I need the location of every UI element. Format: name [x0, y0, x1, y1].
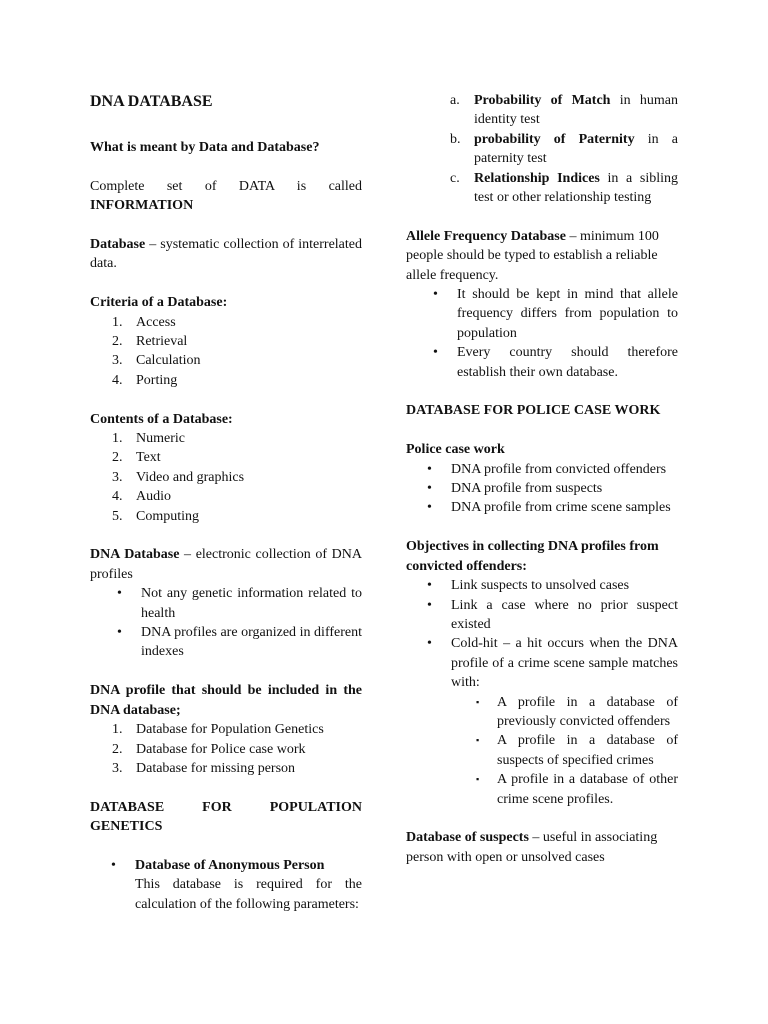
list-item: c. Relationship Indices in a sibling test or other relationship testing: [450, 170, 678, 206]
list-item: 4. Porting: [112, 372, 178, 388]
list-item: 2. Text: [112, 450, 161, 466]
list-item: • Link a case where no prior suspect existed: [427, 597, 678, 632]
list-item: • It should be kept in mind that allele frequency differs from population to population: [433, 287, 678, 341]
suspects-definition: Database of suspects – useful in associating person with open or unsolved cases: [406, 830, 658, 865]
list-item: • Database of Anonymous Person: [111, 857, 325, 873]
list-item: ▪ A profile in a database of suspects of specified crimes: [476, 733, 678, 768]
list-item: • Cold-hit – a hit occurs when the DNA profile of a crime scene sample matches with:: [427, 636, 678, 691]
dna-database-definition: DNA Database – electronic collection of DNA profiles: [90, 547, 362, 582]
list-item: ▪ A profile in a database of previously convicted offenders: [476, 694, 678, 729]
list-item: 1. Database for Population Genetics: [112, 722, 324, 738]
criteria-heading: Criteria of a Database:: [90, 295, 228, 311]
list-item: • DNA profile from suspects: [427, 481, 603, 497]
dna-database-bullets: [90, 584, 362, 662]
contents-list: [90, 429, 362, 526]
list-item: • DNA profiles are organized in different indexes: [117, 625, 362, 660]
list-item: • Not any genetic information related to health: [117, 586, 362, 621]
information-line: Complete set of DATA is called: [90, 178, 362, 194]
anonymous-description: This database is required for the calculation of the following parameters:: [135, 877, 362, 912]
police-bullets: [406, 460, 678, 518]
list-item: • DNA profile from crime scene samples: [427, 500, 671, 516]
allele-frequency-definition: Allele Frequency Database – minimum 100 people should be typed to establish a reliable allele frequency.: [406, 228, 659, 283]
information-term: INFORMATION: [90, 198, 194, 214]
list-item: ▪ A profile in a database of other crime scene profiles.: [476, 772, 678, 807]
parameters-list: [406, 91, 678, 207]
anonymous-section: [90, 856, 362, 875]
question-heading: What is meant by Data and Database?: [90, 140, 320, 155]
population-genetics-heading: DATABASE FOR POPULATION: [90, 799, 362, 815]
list-item: 2. Database for Police case work: [112, 741, 306, 757]
list-item: • Every country should therefore establish their own database.: [433, 345, 678, 380]
profile-list: [90, 720, 362, 778]
list-item: 3. Calculation: [112, 353, 201, 369]
allele-bullets: [406, 285, 678, 382]
list-item: a. Probability of Match in human identity test: [450, 93, 678, 128]
population-genetics-heading-cont: GENETICS: [90, 819, 163, 835]
cold-hit-list: [406, 693, 678, 809]
left-column: [90, 91, 362, 914]
objectives-heading: Objectives in collecting DNA profiles from convicted offenders:: [406, 539, 659, 574]
list-item: 3. Database for missing person: [112, 760, 296, 776]
list-item: 5. Computing: [112, 508, 200, 524]
list-item: 3. Video and graphics: [112, 469, 245, 485]
criteria-list: [90, 313, 362, 391]
police-subheading: Police case work: [406, 442, 505, 458]
document-title: DNA DATABASE: [90, 93, 213, 110]
list-item: • DNA profile from convicted offenders: [427, 461, 667, 477]
profile-heading: DNA profile that should be included in the DNA database;: [90, 683, 362, 718]
list-item: 1. Access: [112, 314, 176, 330]
list-item: 4. Audio: [112, 489, 171, 505]
database-definition: Database – systematic collection of interrelated data.: [90, 237, 362, 272]
contents-heading: Contents of a Database:: [90, 411, 233, 427]
list-item: b. probability of Paternity in a paternity test: [450, 131, 678, 167]
police-heading: DATABASE FOR POLICE CASE WORK: [406, 403, 661, 419]
list-item: • Link suspects to unsolved cases: [427, 578, 630, 594]
list-item: 1. Numeric: [112, 431, 185, 447]
objectives-list: [406, 576, 678, 692]
right-column: [406, 91, 678, 867]
list-item: 2. Retrieval: [112, 334, 188, 350]
